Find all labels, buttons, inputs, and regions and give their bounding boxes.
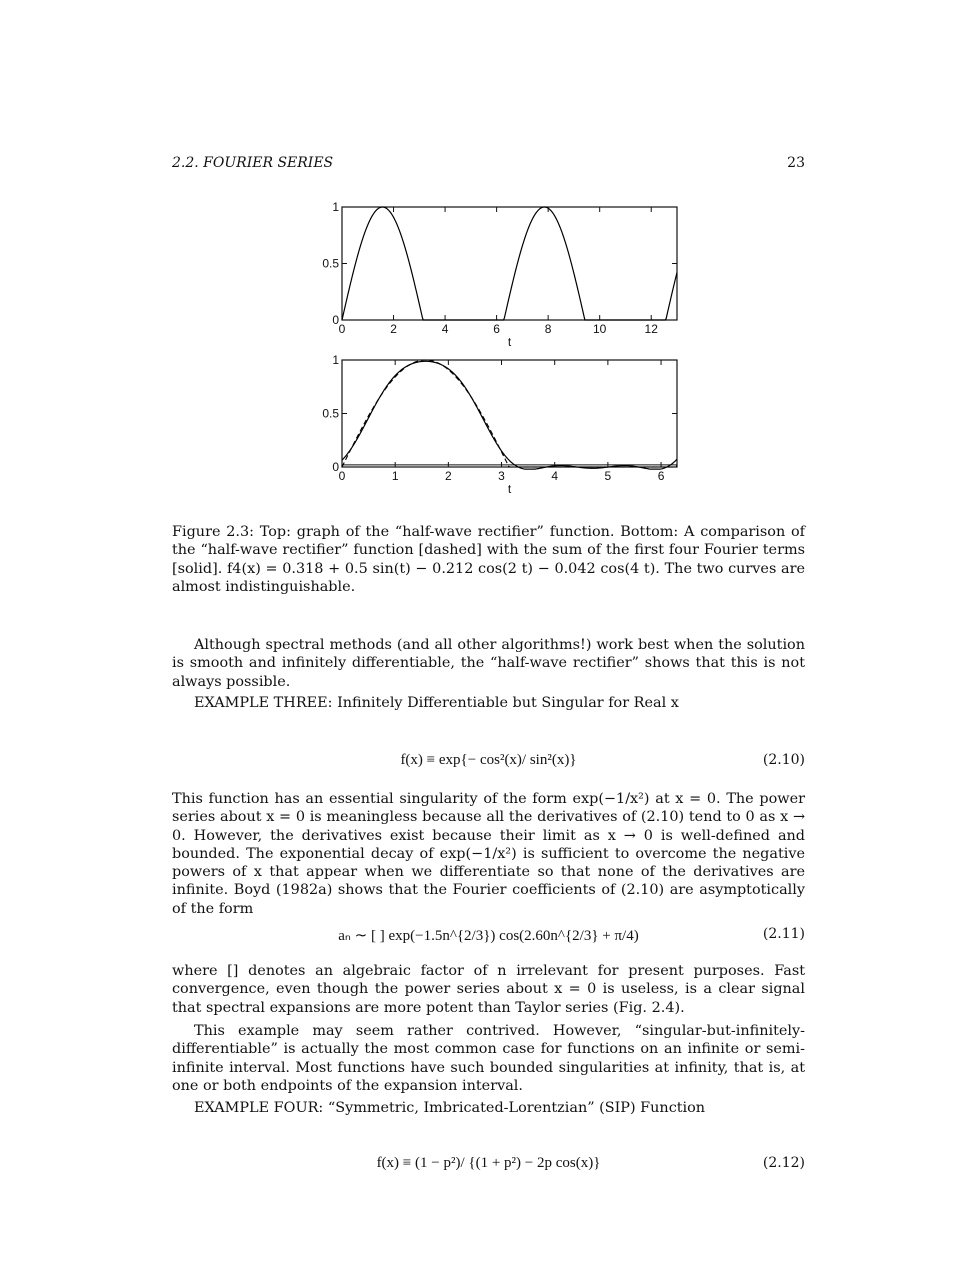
plot-1-ytick-label: 1 — [332, 200, 339, 214]
equation-2-11-number: (2.11) — [762, 926, 805, 942]
equation-2-11-body: aₙ ∼ [ ] exp(−1.5n^{2/3}) cos(2.60n^{2/3} + π/4) — [338, 928, 639, 944]
plot-1-xtick-label: 0 — [338, 322, 346, 336]
figure-2-3 — [300, 196, 700, 510]
caption-line-1: Figure 2.3: Top: graph of the “half-wave rectifier” function. Bottom: A comparison of the — [172, 524, 805, 559]
plot-1-xlabel: t — [507, 335, 512, 349]
plot-1-series-1-solid — [342, 207, 677, 320]
caption-line-2: “half-wave rectifier” function [dashed] with the sum of the first four Fourier terms [solid]. — [172, 542, 805, 577]
plot-2-ytick-label: 1 — [332, 353, 339, 367]
caption-line-4: indistinguishable. — [225, 578, 356, 595]
equation-2-12-number: (2.12) — [762, 1155, 805, 1171]
plot-2-xtick-label: 5 — [604, 469, 612, 483]
equation-2-12 — [172, 1155, 805, 1177]
plot-2-xtick-label: 6 — [657, 469, 665, 483]
equation-2-12-body: f(x) ≡ (1 − p²)/ {(1 + p²) − 2p cos(x)} — [376, 1155, 601, 1171]
plot-2-frame — [342, 360, 677, 467]
caption-line-3: f4(x) = 0.318 + 0.5 sin(t) − 0.212 cos(2 t) − 0.042 cos(4 t). The two curves are almost — [172, 560, 806, 595]
plot-2-xtick-label: 3 — [498, 469, 505, 483]
plot-1-ytick-label: 0.5 — [322, 256, 339, 271]
figure-caption — [172, 523, 805, 596]
example-four-heading: EXAMPLE FOUR: “Symmetric, Imbricated-Lorentzian” (SIP) Function — [194, 1100, 706, 1116]
running-header-section: 2.2. FOURIER SERIES — [172, 155, 334, 171]
plot-1-xtick-label: 12 — [644, 322, 658, 336]
equation-2-11 — [172, 926, 805, 948]
page-number: 23 — [787, 155, 805, 171]
paragraph-2: This function has an essential singularity of the form exp(−1/x²) at x = 0. The power series about x = 0 is meaningless because all the derivatives of (2.10) tend to 0 as x → 0. However, the derivatives exist because their limit as x → 0 is well-defined and bounded. The exponential decay of exp(−1/x²) is sufficient to overcome the negative powers of x that appear when we differentiate so that none of the derivatives are infinite. Boyd (1982a) shows that the Fourier coefficients of (2.10) are asymptotically of the form — [172, 791, 805, 917]
plot-2-ytick-label: 0.5 — [322, 406, 339, 421]
plot-2-xtick-label: 1 — [391, 469, 399, 483]
plot-2-xtick-label: 2 — [445, 469, 452, 483]
plot-1-ytick-label: 0 — [332, 313, 339, 327]
plot-2-ytick-label: 0 — [332, 460, 339, 474]
plot-2-xtick-label: 0 — [338, 469, 346, 483]
plot-1-xtick-label: 8 — [544, 322, 552, 336]
equation-2-10-body: f(x) ≡ exp{− cos²(x)/ sin²(x)} — [400, 752, 577, 768]
plot-2-series-2-solid — [342, 361, 677, 469]
plot-2-xtick-label: 4 — [551, 469, 559, 483]
equation-2-10-number: (2.10) — [762, 752, 805, 768]
plot-2-series-1-dashed — [342, 360, 677, 467]
plot-1-xtick-label: 10 — [593, 322, 607, 336]
plot-1-frame — [342, 207, 677, 320]
figure-plots — [300, 196, 700, 506]
plot-2-xlabel: t — [507, 482, 512, 496]
paragraph-3: where [] denotes an algebraic factor of n irrelevant for present purposes. Fast convergence, even though the power series about x = 0 is useless, is a clear signal that spectral expansions are more potent than Taylor series (Fig. 2.4). — [172, 963, 805, 1016]
plot-1-xtick-label: 2 — [390, 322, 397, 336]
plot-1-xtick-label: 6 — [493, 322, 500, 336]
example-three-heading: EXAMPLE THREE: Infinitely Differentiable but Singular for Real x — [194, 695, 679, 711]
plot-1-xtick-label: 4 — [441, 322, 449, 336]
equation-2-10 — [172, 752, 805, 774]
paragraph-4: This example may seem rather contrived. However, “singular-but-infinitely-differentiable” is actually the most common case for functions on an infinite or semi-infinite interval. Most functions have such bounded singularities at infinity, that is, at one or both endpoints of the expansion interval. — [172, 1023, 805, 1094]
paragraph-1: Although spectral methods (and all other algorithms!) work best when the solution is smooth and infinitely differentiable, the “half-wave rectifier” shows that this is not always possible. — [172, 637, 805, 690]
